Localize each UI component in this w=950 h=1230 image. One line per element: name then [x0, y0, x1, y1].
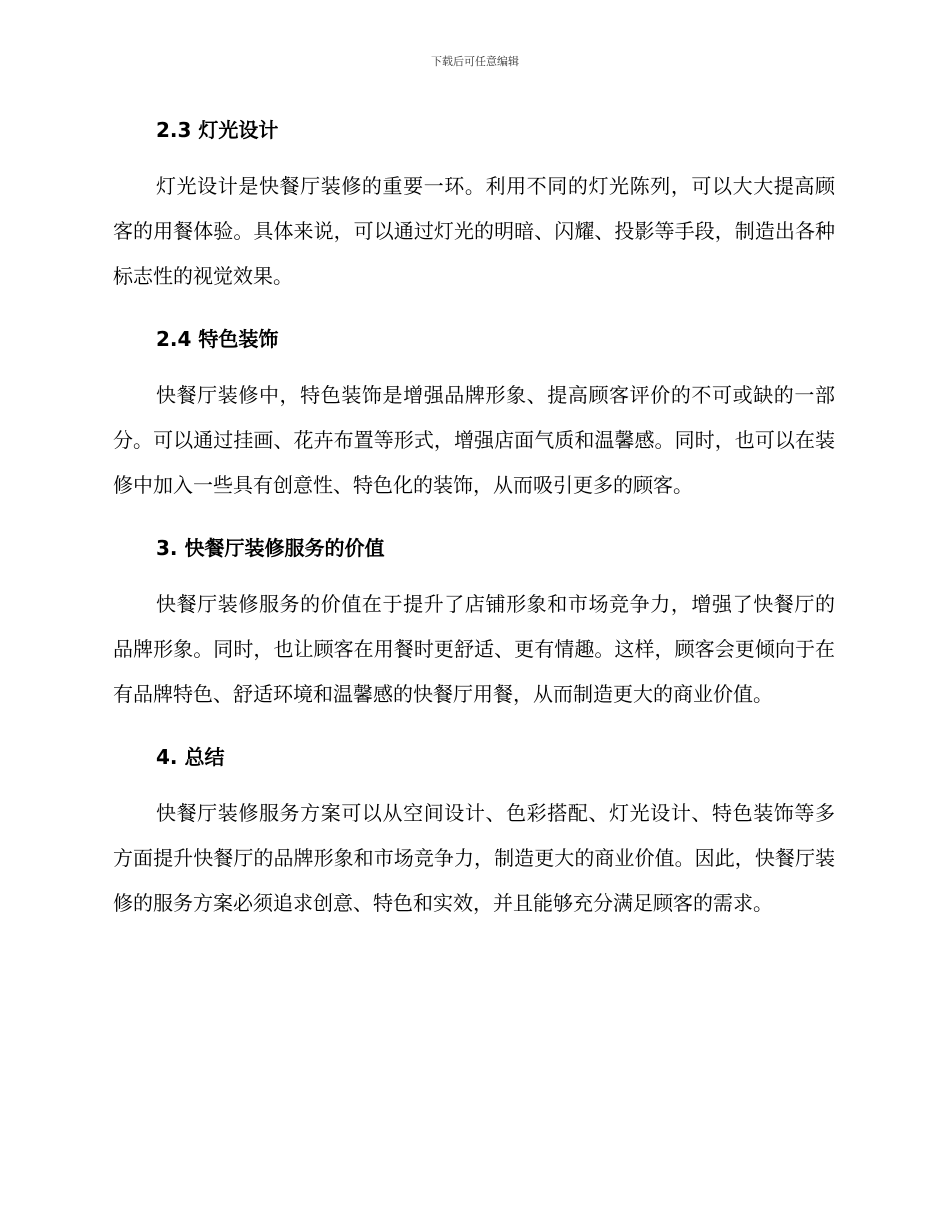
page-header: 下载后可任意编辑 [431, 55, 519, 68]
section-paragraph: 快餐厅装修中，特色装饰是增强品牌形象、提高顾客评价的不可或缺的一部分。可以通过挂画、花卉布置等形式，增强店面气质和温馨感。同时，也可以在装修中加入一些具有创意性、特色化的装饰，从而吸引更多的顾客。 [113, 383, 835, 497]
section-summary [113, 737, 835, 926]
section-paragraph: 快餐厅装修服务的价值在于提升了店铺形象和市场竞争力，增强了快餐厅的品牌形象。同时，也让顾客在用餐时更舒适、更有情趣。这样，顾客会更倾向于在有品牌特色、舒适环境和温馨感的快餐厅用餐，从而制造更大的商业价值。 [113, 592, 835, 706]
section-heading: 4. 总结 [156, 745, 225, 769]
document-body [113, 110, 835, 926]
section-paragraph: 灯光设计是快餐厅装修的重要一环。利用不同的灯光陈列，可以大大提高顾客的用餐体验。具体来说，可以通过灯光的明暗、闪耀、投影等手段，制造出各种标志性的视觉效果。 [113, 174, 835, 288]
section-special-decoration [113, 319, 835, 528]
section-lighting-design [113, 110, 835, 319]
section-paragraph: 快餐厅装修服务方案可以从空间设计、色彩搭配、灯光设计、特色装饰等多方面提升快餐厅的品牌形象和市场竞争力，制造更大的商业价值。因此，快餐厅装修的服务方案必须追求创意、特色和实效，并且能够充分满足顾客的需求。 [113, 801, 835, 915]
section-heading: 2.4 特色装饰 [156, 327, 279, 351]
section-heading: 2.3 灯光设计 [156, 118, 279, 142]
section-service-value [113, 528, 835, 737]
section-heading: 3. 快餐厅装修服务的价值 [156, 536, 385, 560]
